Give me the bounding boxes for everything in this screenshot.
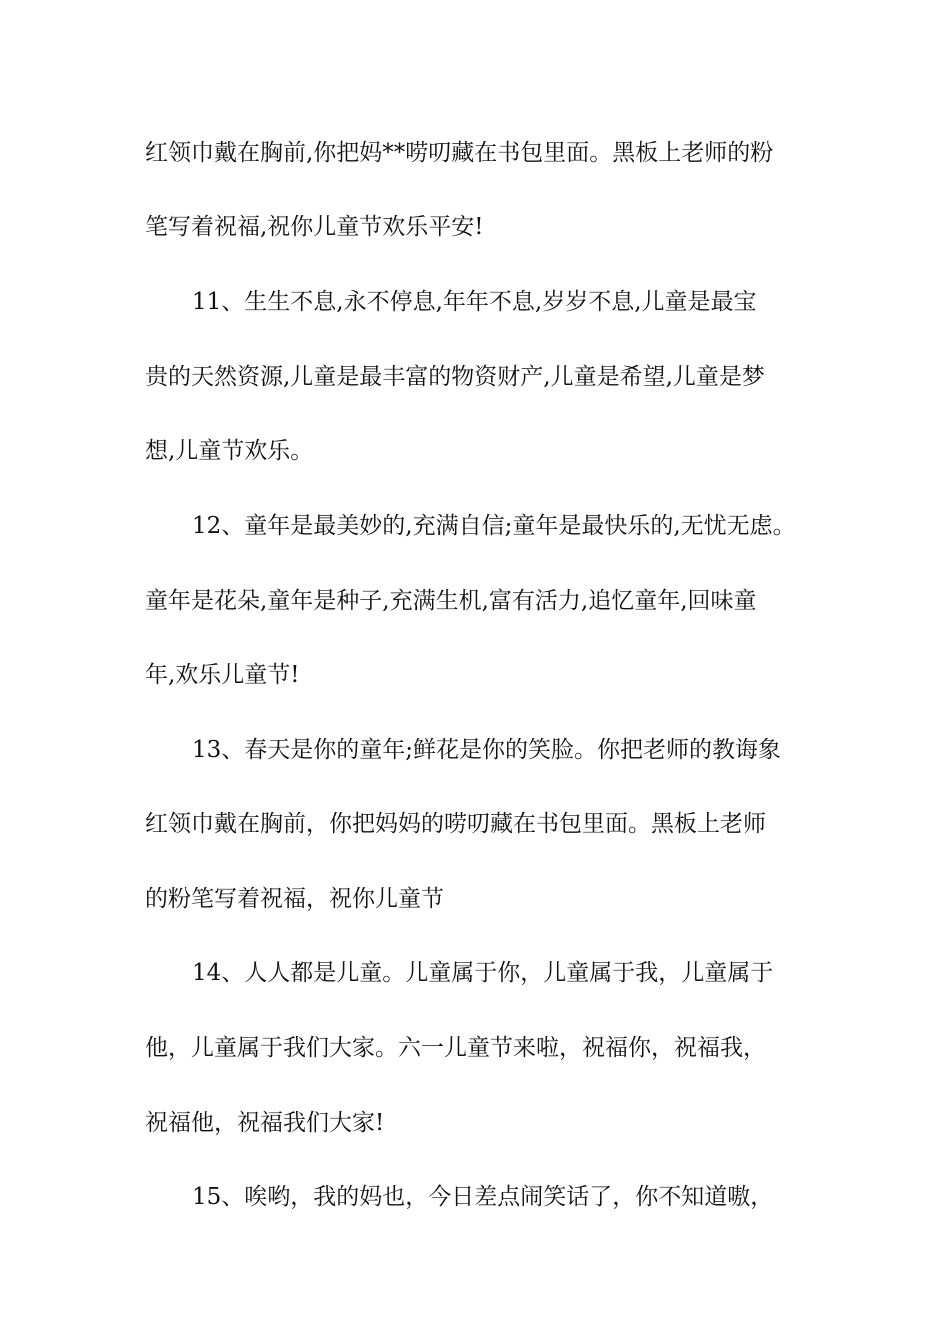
paragraph-15-start: 15、唉哟，我的妈也，今日差点闹笑话了，你不知道嗷， [192,1184,774,1210]
paragraph-12-start: 12、童年是最美妙的,充满自信;童年是最快乐的,无忧无虑。 [192,513,796,539]
text-line: 年,欢乐儿童节! [145,662,300,688]
text-line: 他，儿童属于我们大家。六一儿童节来啦，祝福你，祝福我， [145,1035,766,1061]
text-line: 的粉笔写着祝福，祝你儿童节 [145,886,444,912]
text-line: 童年是花朵,童年是种子,充满生机,富有活力,追忆童年,回味童 [145,588,757,614]
text-line: 想,儿童节欢乐。 [145,438,314,464]
text-line: 贵的天然资源,儿童是最丰富的物资财产,儿童是希望,儿童是梦 [145,364,765,390]
paragraph-11-start: 11、生生不息,永不停息,年年不息,岁岁不息,儿童是最宝 [192,289,757,315]
text-line: 笔写着祝福,祝你儿童节欢乐平安! [145,214,484,240]
paragraph-13-start: 13、春天是你的童年;鲜花是你的笑脸。你把老师的教诲象 [192,737,782,763]
text-line: 祝福他，祝福我们大家! [145,1110,385,1136]
text-line: 红领巾戴在胸前，你把妈妈的唠叨藏在书包里面。黑板上老师 [145,811,766,837]
paragraph-14-start: 14、人人都是儿童。儿童属于你，儿童属于我，儿童属于 [192,960,774,986]
text-line: 红领巾戴在胸前,你把妈**唠叨藏在书包里面。黑板上老师的粉 [145,140,774,166]
